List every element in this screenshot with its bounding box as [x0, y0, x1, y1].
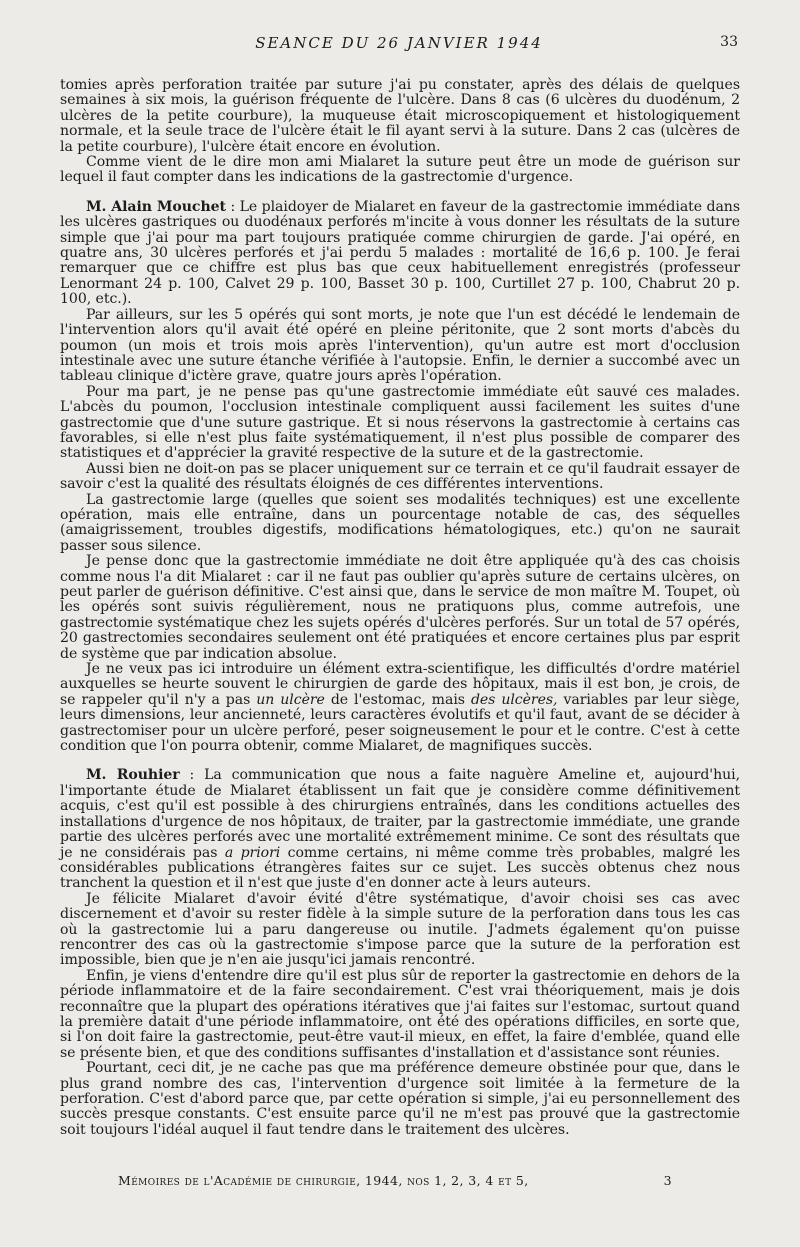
signature-mark: 3 — [663, 1173, 672, 1188]
running-title: SEANCE DU 26 JANVIER 1944 — [255, 34, 543, 52]
paragraph-text: variables par leur siège, leurs dimensions, leur ancienneté, leurs caractères évolutifs et qu'il faut, avant de se décider à gastrectomiser pour un ulcère perforé, peser soigneusement le pour et le contre. C'est à cette condition que l'on pourra obtenir, comme Mialaret, de magnifiques succès. — [60, 691, 740, 755]
emphasis: a priori — [224, 844, 281, 861]
speaker-paragraph — [60, 768, 740, 891]
emphasis: des ulcères, — [470, 691, 558, 708]
paragraph: Pourtant, ceci dit, je ne cache pas que ma préférence demeure obstinée pour que, dans le plus grand nombre des cas, l'intervention d'urgence soit limitée à la fermeture de la perforation. C'est d'abord parce que, par cette opération si simple, j'ai eu personnellement des succès presque constants. C'est ensuite parce qu'il ne m'est pas prouvé que la gastrectomie soit toujours l'idéal auquel il faut tendre dans le traitement des ulcères. — [60, 1060, 740, 1138]
page-footer — [60, 1173, 738, 1191]
paragraph-text: : La communication que nous a faite naguère Ameline et, aujourd'hui, l'importante étude de Mialaret établissent un fait que je considère comme définitivement acquis, c'est qu'il est possible à des chirurgiens entraînés, dans les conditions actuelles des installations d'urgence de nos hôpitaux, de traiter, par la gastrectomie immédiate, une grande partie des ulcères perforés avec une mortalité extrêmement minime. Ce sont des résultats que je ne considérais pas — [60, 767, 741, 861]
speaker-paragraph — [60, 200, 740, 308]
journal-citation: Mémoires de l'Académie de chirurgie, 1944, nos 1, 2, 3, 4 et 5, — [118, 1173, 529, 1188]
running-header — [60, 34, 738, 56]
emphasis: un ulcère — [256, 691, 325, 708]
paragraph: Je pense donc que la gastrectomie immédiate ne doit être appliquée qu'à des cas choisis comme nous l'a dit Mialaret : car il ne faut pas oublier qu'après suture de certains ulcères, on peut parler de guérison définitive. C'est ainsi que, dans le service de mon maître M. Toupet, où les opérés sont suivis régulièrement, nous ne pratiquons plus, comme autrefois, une gastrectomie systématique chez les sujets opérés d'ulcères perforés. Sur un total de 57 opérés, 20 gastrectomies secondaires seulement ont été pratiquées et encore certaines plus par esprit de système que par indication absolue. — [60, 553, 740, 662]
page-number: 33 — [720, 34, 738, 50]
paragraph: La gastrectomie large (quelles que soient ses modalités techniques) est une excellente opération, mais elle entraîne, dans un pourcentage notable de cas, des séquelles (amaigrissement, troubles digestifs, modifications hématologiques, etc.) qu'on ne saurait passer sous silence. — [60, 491, 740, 554]
paragraph: Je félicite Mialaret d'avoir évité d'être systématique, d'avoir choisi ses cas avec discernement et d'avoir su rester fidèle à la simple suture de la perforation dans tous les cas où la gastrectomie lui a paru dangereuse ou inutile. J'admets également qu'on puisse rencontrer des cas où la gastrectomie s'impose parce que la suture de la perforation est impossible, bien que je n'en aie jusqu'ici jamais rencontré. — [60, 890, 740, 969]
paragraph-text: Je ne veux pas ici introduire un élément extra-scientifique, les difficultés d'ordre matériel auxquelles se heurte souvent le chirurgien de garde des hôpitaux, mais il est bon, je crois, de se rappeler qu'il n'y a pas — [60, 661, 740, 708]
paragraph — [60, 662, 740, 754]
speaker-name: M. Rouhier — [86, 767, 180, 784]
paragraph-text: de l'estomac, mais — [324, 691, 471, 708]
paragraph: Pour ma part, je ne pense pas qu'une gastrectomie immédiate eût sauvé ces malades. L'abcès du poumon, l'occlusion intestinale compliquent aussi facilement les suites d'une gastrectomie que d'une suture gastrique. Et si nous réservons la gastrectomie à certains cas favorables, si elle n'est plus faite systématiquement, il n'est plus possible de comparer des statistiques et d'apprécier la gravité respective de la suture et de la gastrectomie. — [60, 383, 740, 462]
paragraph-text: comme certains, ni même comme très probables, malgré les considérables publications étrangères faites sur ce sujet. Les succès obtenus chez nous tranchent la question et il n'est que juste d'en donner acte à leurs auteurs. — [60, 844, 740, 892]
speaker-name: M. Alain Mouchet — [86, 198, 226, 215]
paragraph: Aussi bien ne doit-on pas se placer uniquement sur ce terrain et ce qu'il faudrait essayer de savoir c'est la qualité des résultats éloignés de ces différentes interventions. — [60, 460, 740, 493]
article-body — [60, 78, 740, 1138]
paragraph: tomies après perforation traitée par suture j'ai pu constater, après des délais de quelques semaines à six mois, la guérison fréquente de l'ulcère. Dans 8 cas (6 ulcères du duodénum, 2 ulcères de la petite courbure), la muqueuse était microscopiquement et histologiquement normale, et la seule trace de l'ulcère était le fil ayant servi à la suture. Dans 2 cas (ulcères de la petite courbure), l'ulcère était encore en évolution. — [60, 77, 740, 155]
paragraph-text: : Le plaidoyer de Mialaret en faveur de la gastrectomie immédiate dans les ulcères gastriques ou duodénaux perforés m'incite à vous donner les résultats de la suture simple que j'ai pour ma part toujours pratiquée comme chirurgien de garde. J'ai opéré, en quatre ans, 30 ulcères perforés et j'ai perdu 5 malades : mortalité de 16,6 p. 100. Je ferai remarquer que ce chiffre est plus bas que ceux habituellement enregistrés (professeur Lenormant 24 p. 100, Calvet 29 p. 100, Basset 30 p. 100, Curtillet 27 p. 100, Chabrut 20 p. 100, etc.). — [60, 198, 740, 308]
paragraph: Enfin, je viens d'entendre dire qu'il est plus sûr de reporter la gastrectomie en dehors de la période inflammatoire et de la faire secondairement. C'est vrai théoriquement, mais je dois reconnaître que la plupart des opérations itératives que j'ai faites sur l'estomac, surtout quand la première datait d'une période inflammatoire, ont été des opérations difficiles, en sorte que, si l'on doit faire la gastrectomie, peut-être vaut-il mieux, en effet, la faire d'emblée, quand elle se présente bien, et que des conditions suffisantes d'installation et d'assistance sont réunies. — [60, 967, 740, 1061]
paragraph: Comme vient de le dire mon ami Mialaret la suture peut être un mode de guérison sur lequel il faut compter dans les indications de la gastrectomie d'urgence. — [60, 154, 740, 186]
paragraph: Par ailleurs, sur les 5 opérés qui sont morts, je note que l'un est décédé le lendemain de l'intervention alors qu'il avait été opéré en pleine péritonite, que 2 sont morts d'abcès du poumon (un mois et trois mois après l'intervention), qu'un autre est mort d'occlusion intestinale avec une suture étanche vérifiée à l'autopsie. Enfin, le dernier a succombé avec un tableau clinique d'ictère grave, quatre jours après l'opération. — [60, 306, 740, 385]
